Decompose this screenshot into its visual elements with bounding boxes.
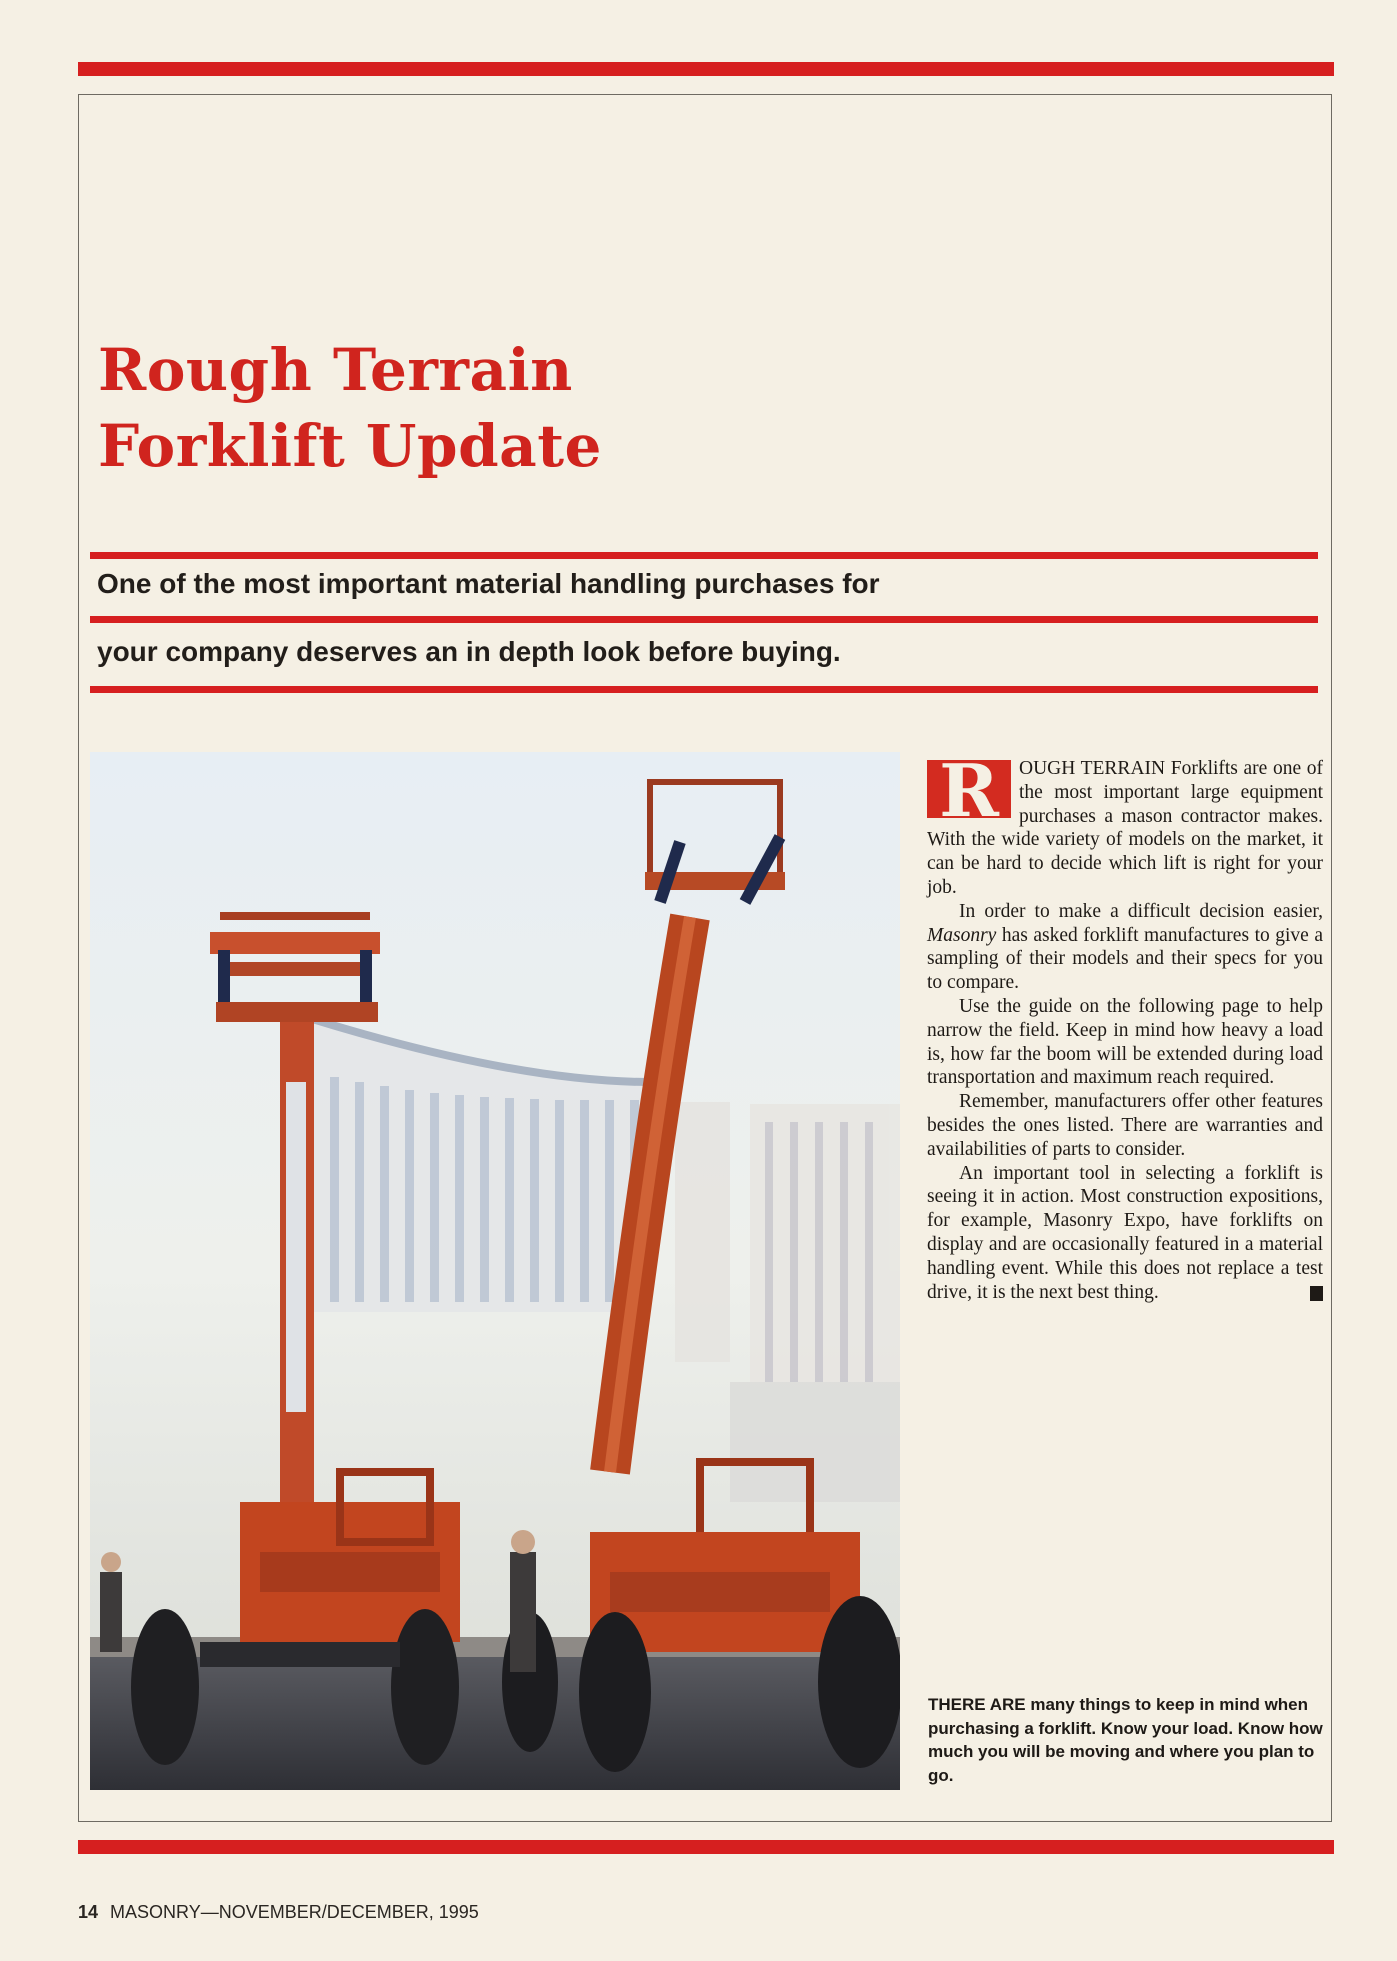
p5-text: An important tool in selecting a forklift is seeing it in action. Most construction expositions, for example, Masonry Expo, have forklifts on display and are occasionally featured in a material handling event. While this does not replace a test drive, it is the next best thing.	[927, 1162, 1323, 1303]
bottom-rule	[78, 1840, 1334, 1854]
deck-line-1: One of the most important material handling purchases for	[97, 568, 880, 599]
deck-rule-bottom	[90, 686, 1318, 693]
paragraph-4: Remember, manufacturers offer other features besides the ones listed. There are warranties and availabilities of parts to consider.	[927, 1091, 1323, 1160]
drop-cap: R	[927, 760, 1011, 818]
forklift-photo	[90, 752, 900, 1790]
p2-before: In order to make a difficult decision easier,	[959, 900, 1323, 922]
p2-after: has asked forklift manufactures to give a sampling of their models and their specs for you to compare.	[927, 924, 1323, 994]
title-line-2: Forklift Update	[98, 412, 602, 480]
top-rule	[78, 62, 1334, 76]
pavement	[90, 1652, 900, 1790]
paragraph-5	[927, 1162, 1323, 1305]
page-footer	[78, 1902, 479, 1923]
page-number: 14	[78, 1902, 99, 1922]
deck-rule-middle	[90, 616, 1318, 623]
paragraph-3: Use the guide on the following page to help narrow the field. Keep in mind how heavy a load is, how far the boom will be extended during load transportation and maximum reach required.	[927, 995, 1323, 1089]
title-line-1: Rough Terrain	[98, 336, 573, 404]
lead-text: OUGH TERRAIN Forklifts are one of the most important large equipment purchases a mason contractor makes. With the wide variety of models on the market, it can be hard to decide which lift is right for your job.	[927, 758, 1323, 898]
photo-caption: THERE ARE many things to keep in mind when purchasing a forklift. Know your load. Know how much you will be moving and where you plan to go.	[928, 1695, 1323, 1785]
end-mark-icon	[1310, 1286, 1323, 1301]
article-body	[927, 748, 1323, 1304]
paragraph-1	[927, 748, 1323, 900]
deck-line-2: your company deserves an in depth look before buying.	[97, 636, 841, 667]
deck-rule-top	[90, 552, 1318, 559]
article-title	[98, 332, 602, 484]
publication-line: MASONRY—NOVEMBER/DECEMBER, 1995	[110, 1902, 479, 1922]
paragraph-2	[927, 900, 1323, 995]
magazine-name: Masonry	[927, 924, 997, 946]
